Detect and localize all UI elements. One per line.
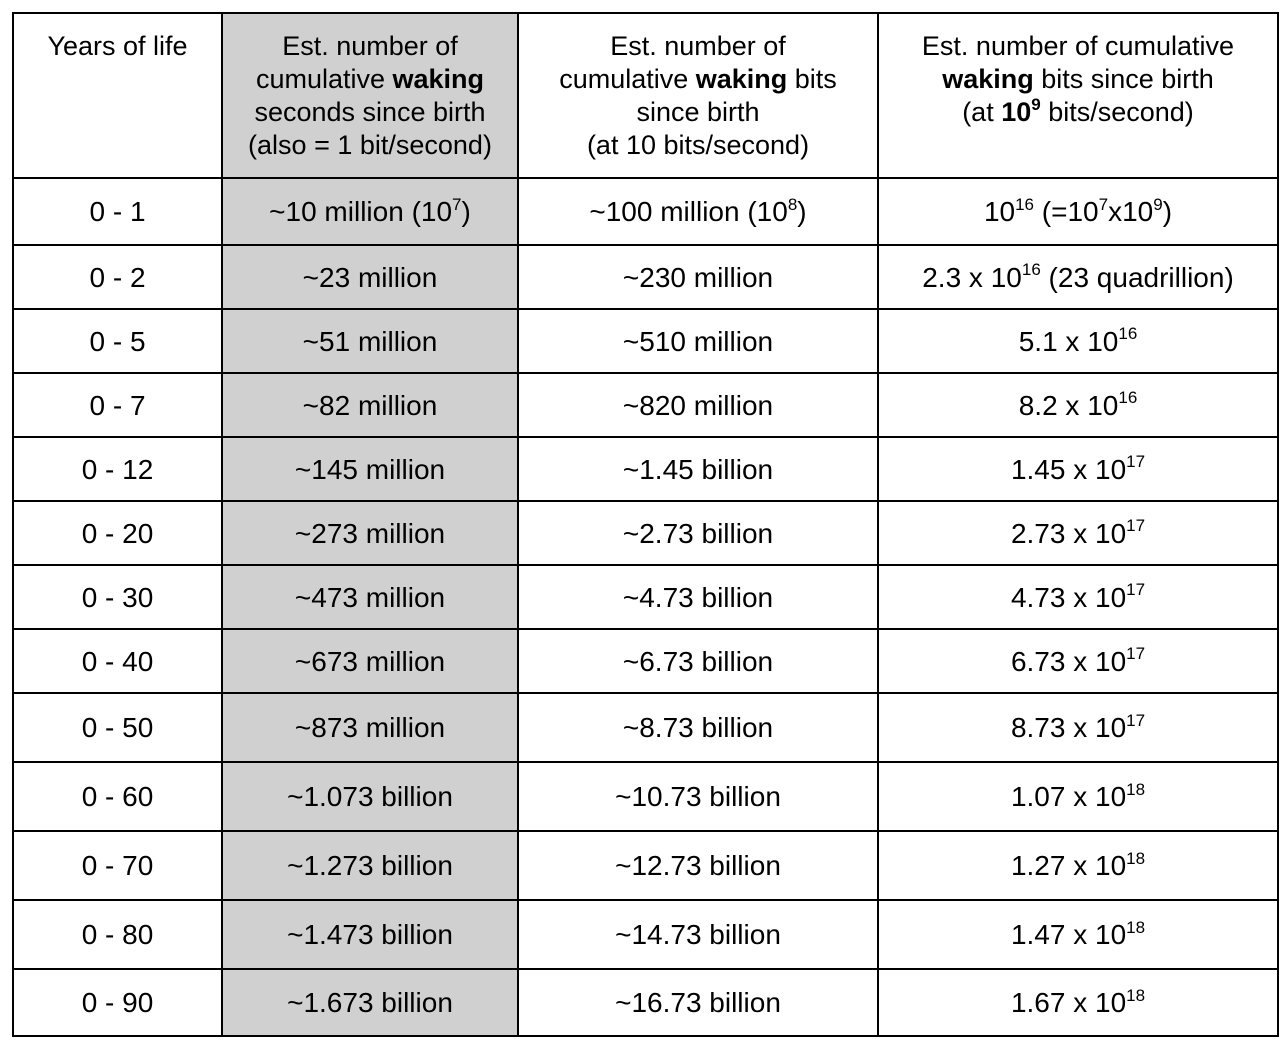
years-cell: 0 - 90	[13, 969, 222, 1036]
years-cell: 0 - 20	[13, 501, 222, 565]
years-cell: 0 - 1	[13, 178, 222, 245]
bits-10-cell: ~510 million	[518, 309, 878, 373]
years-cell: 0 - 7	[13, 373, 222, 437]
seconds-cell: ~473 million	[222, 565, 518, 629]
table-row	[13, 501, 1278, 565]
bits-1e9-cell: 4.73 x $10^{17}$	[878, 565, 1278, 629]
header-seconds: Est. number of cumulative waking seconds since birth (also = 1 bit/second)	[222, 13, 518, 178]
seconds-cell: ~23 million	[222, 245, 518, 309]
bits-1e9-cell: 5.1 x $10^{16}$	[878, 309, 1278, 373]
waking-bits-table	[12, 12, 1279, 1037]
table-row	[13, 969, 1278, 1036]
header-years: Years of life	[13, 13, 222, 178]
seconds-cell: ~82 million	[222, 373, 518, 437]
bits-10-cell: ~12.73 billion	[518, 831, 878, 900]
years-cell: 0 - 2	[13, 245, 222, 309]
seconds-cell: ~1.673 billion	[222, 969, 518, 1036]
bits-10-cell: ~230 million	[518, 245, 878, 309]
bits-1e9-cell: 1.45 x $10^{17}$	[878, 437, 1278, 501]
bits-10-cell: ~820 million	[518, 373, 878, 437]
bits-1e9-cell: 1.07 x $10^{18}$	[878, 762, 1278, 831]
years-cell: 0 - 60	[13, 762, 222, 831]
seconds-cell: ~673 million	[222, 629, 518, 693]
seconds-cell: ~873 million	[222, 693, 518, 762]
bits-10-cell: ~16.73 billion	[518, 969, 878, 1036]
years-cell: 0 - 80	[13, 900, 222, 969]
bits-1e9-cell: 1.47 x $10^{18}$	[878, 900, 1278, 969]
bits-1e9-cell: 1.67 x $10^{18}$	[878, 969, 1278, 1036]
bits-10-cell: ~6.73 billion	[518, 629, 878, 693]
table-row	[13, 245, 1278, 309]
table-row	[13, 373, 1278, 437]
table-row	[13, 565, 1278, 629]
table-row	[13, 900, 1278, 969]
table-row	[13, 762, 1278, 831]
bits-1e9-cell: 2.3 x $10^{16}$ (23 quadrillion)	[878, 245, 1278, 309]
years-cell: 0 - 30	[13, 565, 222, 629]
years-cell: 0 - 50	[13, 693, 222, 762]
bits-1e9-cell: $10^{16}$ $(=10^7x10^9)$	[878, 178, 1278, 245]
seconds-cell: ~51 million	[222, 309, 518, 373]
table-row	[13, 693, 1278, 762]
seconds-cell: ~10 million $(10^7)$	[222, 178, 518, 245]
years-cell: 0 - 70	[13, 831, 222, 900]
bits-10-cell: ~100 million $(10^8)$	[518, 178, 878, 245]
seconds-cell: ~1.473 billion	[222, 900, 518, 969]
seconds-cell: ~1.273 billion	[222, 831, 518, 900]
bits-1e9-cell: 6.73 x $10^{17}$	[878, 629, 1278, 693]
table-row	[13, 178, 1278, 245]
seconds-cell: ~145 million	[222, 437, 518, 501]
bits-10-cell: ~10.73 billion	[518, 762, 878, 831]
years-cell: 0 - 40	[13, 629, 222, 693]
bits-10-cell: ~14.73 billion	[518, 900, 878, 969]
header-row	[13, 13, 1278, 178]
table-row	[13, 629, 1278, 693]
bits-10-cell: ~1.45 billion	[518, 437, 878, 501]
table-row	[13, 437, 1278, 501]
seconds-cell: ~273 million	[222, 501, 518, 565]
table-row	[13, 831, 1278, 900]
bits-10-cell: ~8.73 billion	[518, 693, 878, 762]
years-cell: 0 - 12	[13, 437, 222, 501]
seconds-cell: ~1.073 billion	[222, 762, 518, 831]
header-bits-1e9: Est. number of cumulative waking bits since birth (at $10^9$ bits/second)	[878, 13, 1278, 178]
header-bits-10: Est. number of cumulative waking bits since birth (at 10 bits/second)	[518, 13, 878, 178]
bits-10-cell: ~4.73 billion	[518, 565, 878, 629]
bits-1e9-cell: 8.73 x $10^{17}$	[878, 693, 1278, 762]
bits-1e9-cell: 1.27 x $10^{18}$	[878, 831, 1278, 900]
bits-10-cell: ~2.73 billion	[518, 501, 878, 565]
bits-1e9-cell: 8.2 x $10^{16}$	[878, 373, 1278, 437]
bits-1e9-cell: 2.73 x $10^{17}$	[878, 501, 1278, 565]
table-row	[13, 309, 1278, 373]
years-cell: 0 - 5	[13, 309, 222, 373]
